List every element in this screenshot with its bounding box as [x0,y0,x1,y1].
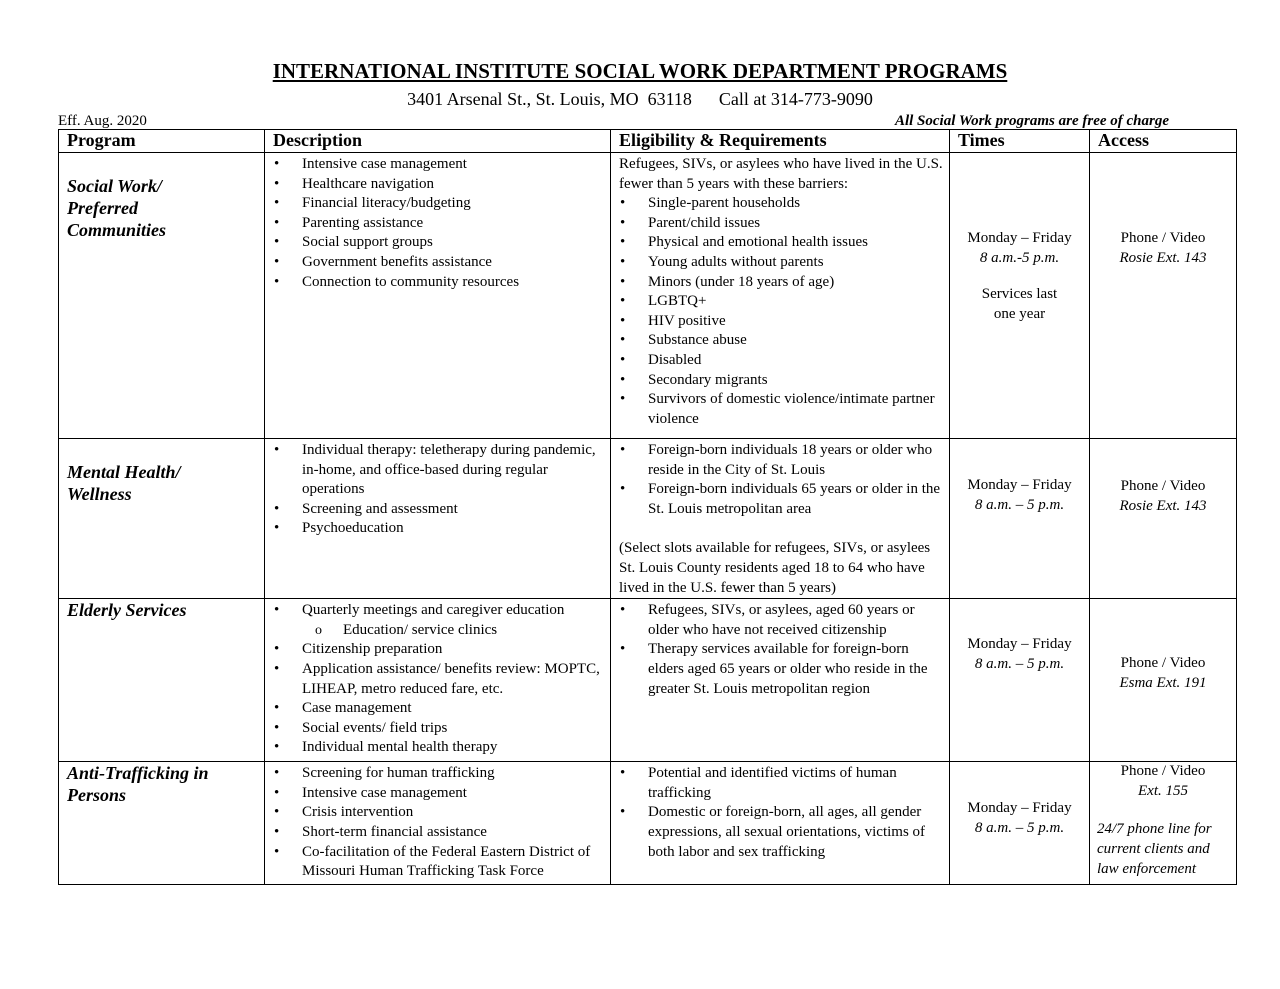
description-item: • Individual mental health therapy [265,738,606,758]
program-eligibility [611,762,950,885]
program-name-line: Communities [67,220,167,240]
program-eligibility [611,439,950,599]
eligibility-item: • Foreign-born individuals 18 years or older who reside in the City of St. Louis [619,441,943,480]
eligibility-item: • Potential and identified victims of human trafficking [619,764,943,803]
description-item: • Financial literacy/budgeting [265,194,606,214]
program-name [59,599,265,762]
eligibility-item: • HIV positive [619,312,943,332]
eligibility-item: • Secondary migrants [619,371,943,391]
hours-text: 8 a.m. – 5 p.m. [974,655,1065,672]
description-item: • Connection to community resources [265,273,606,293]
eligibility-item: • Substance abuse [619,331,943,351]
column-header-eligibility: Eligibility & Requirements [611,130,950,153]
column-header-program: Program [59,130,265,153]
days-text: Monday – Friday [967,636,1072,653]
description-item: • Individual therapy: teletherapy during pandemic, in-home, and office-based during regular operations [265,441,606,500]
days-text: Monday – Friday [967,230,1072,246]
program-access [1090,762,1237,885]
program-name [59,439,265,599]
contact-extension: Rosie Ext. 143 [1119,249,1207,266]
program-name [59,762,265,885]
description-item: • Social events/ field trips [265,719,606,739]
program-name-line: Preferred [67,198,138,218]
table-row [59,599,1237,762]
program-name-line: Anti-Trafficking in [67,763,209,784]
column-header-description: Description [265,130,611,153]
access-method: Phone / Video [1120,230,1206,246]
program-eligibility [611,153,950,439]
program-name [59,153,265,439]
description-item: • Psychoeducation [265,519,606,539]
eligibility-item: • Refugees, SIVs, or asylees, aged 60 years or older who have not received citizenship [619,601,943,640]
description-item: • Crisis intervention [265,803,606,823]
hours-text: 8 a.m. – 5 p.m. [974,819,1065,836]
eligibility-item: • Young adults without parents [619,253,943,273]
description-item: • Government benefits assistance [265,253,606,273]
program-name-line: Wellness [67,484,132,504]
contact-extension: Rosie Ext. 143 [1119,497,1207,514]
eligibility-item: • Therapy services available for foreign-born elders aged 65 years or older who reside in the greater St. Louis metropolitan region [619,640,943,699]
description-item: • Intensive case management [265,155,606,175]
address-line: 3401 Arsenal St., St. Louis, MO 63118 Call at 314-773-9090 [407,89,873,109]
description-item: • Healthcare navigation [265,175,606,195]
description-item: • Social support groups [265,233,606,253]
eligibility-item: • LGBTQ+ [619,292,943,312]
program-name-line: Mental Health/ [67,462,181,482]
effective-date: Eff. Aug. 2020 [58,113,147,129]
description-subitem: o Education/ service clinics [265,621,606,641]
service-duration-note: Services last one year [981,286,1058,322]
program-times [950,762,1090,885]
column-header-access: Access [1090,130,1237,153]
program-description [265,439,611,599]
hotline-note: 24/7 phone line for current clients and law enforcement [1097,821,1212,877]
days-text: Monday – Friday [967,800,1072,817]
description-item: • Screening and assessment [265,500,606,520]
program-times [950,599,1090,762]
program-description [265,762,611,885]
program-name-line: Social Work/ [67,176,162,196]
program-eligibility [611,599,950,762]
contact-extension: Ext. 155 [1138,782,1188,799]
eligibility-item: • Disabled [619,351,943,371]
column-header-times: Times [950,130,1090,153]
program-name-line: Persons [67,785,127,806]
eligibility-note: (Select slots available for refugees, SIVs, or asylees St. Louis County residents aged 18 to 64 who have lived in the U.S. fewer than 5 years) [619,540,931,596]
description-item: • Quarterly meetings and caregiver education [265,601,606,621]
table-row [59,153,1237,439]
eligibility-item: • Minors (under 18 years of age) [619,273,943,293]
program-access [1090,439,1237,599]
program-access [1090,153,1237,439]
eligibility-intro: Refugees, SIVs, or asylees who have lived in the U.S. fewer than 5 years with these barriers: [619,156,943,192]
eligibility-item: • Survivors of domestic violence/intimate partner violence [619,390,943,429]
description-item: • Parenting assistance [265,214,606,234]
eligibility-item: • Parent/child issues [619,214,943,234]
program-name-line: Elderly Services [67,600,187,621]
program-description [265,153,611,439]
free-of-charge-note: All Social Work programs are free of charge [894,113,1169,129]
table-row [59,439,1237,599]
description-item: • Case management [265,699,606,719]
description-item: • Screening for human trafficking [265,764,606,784]
eligibility-item: • Domestic or foreign-born, all ages, all gender expressions, all sexual orientations, victims of both labor and sex trafficking [619,803,943,862]
days-text: Monday – Friday [967,477,1072,493]
program-description [265,599,611,762]
program-access [1090,599,1237,762]
description-item: • Short-term financial assistance [265,823,606,843]
page-title: INTERNATIONAL INSTITUTE SOCIAL WORK DEPARTMENT PROGRAMS [272,59,1008,83]
contact-extension: Esma Ext. 191 [1119,674,1207,691]
table-header-row [59,130,1237,153]
description-item: • Co-facilitation of the Federal Eastern District of Missouri Human Trafficking Task Force [265,843,606,882]
access-method: Phone / Video [1120,478,1206,494]
eligibility-item: • Physical and emotional health issues [619,233,943,253]
eligibility-item: • Foreign-born individuals 65 years or older in the St. Louis metropolitan area [619,480,943,519]
program-times [950,439,1090,599]
access-method: Phone / Video [1120,655,1206,672]
description-item: • Citizenship preparation [265,640,606,660]
access-method: Phone / Video [1120,763,1206,780]
description-item: • Application assistance/ benefits review: MOPTC, LIHEAP, metro reduced fare, etc. [265,660,606,699]
description-item: • Intensive case management [265,784,606,804]
programs-table [58,129,1237,885]
hours-text: 8 a.m. – 5 p.m. [974,496,1065,513]
table-row [59,762,1237,885]
eligibility-item: • Single-parent households [619,194,943,214]
hours-text: 8 a.m.-5 p.m. [979,249,1060,266]
program-times [950,153,1090,439]
